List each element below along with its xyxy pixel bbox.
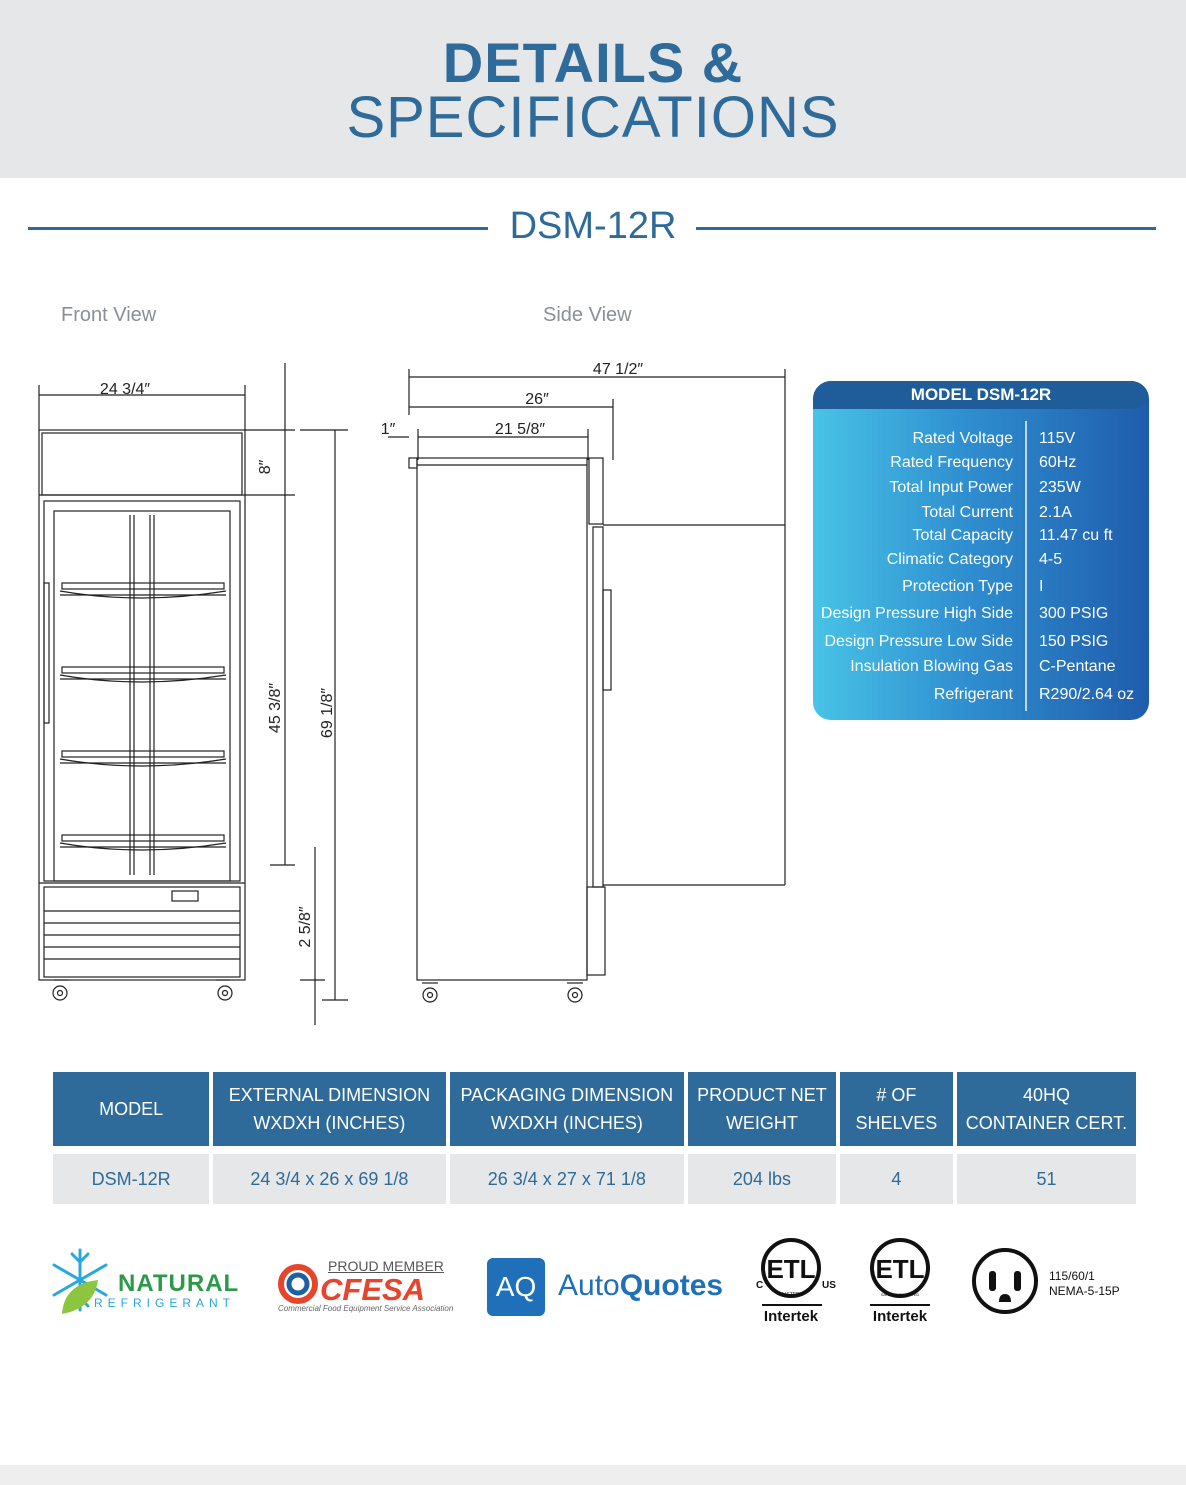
page-title-line-1: DETAILS &: [442, 31, 744, 94]
spec-value: 235W: [1039, 479, 1081, 496]
dim-offset: 1″: [380, 421, 396, 438]
model-title: DSM-12R: [509, 205, 677, 247]
cfesa-word: CFESA: [320, 1272, 426, 1307]
header-container-cert: 40HQ CONTAINER CERT.: [957, 1072, 1136, 1146]
etl-us: US: [822, 1280, 836, 1291]
etl-ring-2: SANITATION LISTED: [880, 1292, 920, 1297]
dim-inner-depth: 21 5/8″: [494, 421, 546, 438]
spec-row: [813, 479, 1149, 503]
spec-card: [813, 381, 1149, 720]
spec-label: Rated Voltage: [912, 430, 1013, 447]
nema-plug-block: [970, 1245, 1140, 1317]
title-rule-right: [696, 227, 1156, 230]
autoquotes-wordmark: AutoQuotes: [558, 1269, 724, 1302]
spec-label: Climatic Category: [886, 551, 1013, 568]
dim-width: 24 3/4″: [99, 381, 151, 398]
etl-divider: [762, 1304, 822, 1306]
spec-label: Total Current: [921, 504, 1013, 521]
cell-packaging-dimension: 26 3/4 x 27 x 71 1/8: [450, 1154, 684, 1204]
table-header-row: [53, 1072, 1136, 1146]
dimensions-table: [49, 1072, 1140, 1204]
dim-total-height: 69 1/8″: [319, 687, 336, 739]
natural-word: NATURAL: [118, 1270, 240, 1297]
etl-listed-logo: [750, 1236, 840, 1328]
front-view-drawing: [30, 355, 360, 1035]
intertek-caption-2: Intertek: [872, 1308, 928, 1325]
spec-value: 60Hz: [1039, 454, 1077, 471]
header-external-dimension: EXTERNAL DIMENSION WXDXH (INCHES): [213, 1072, 445, 1146]
spec-value: 150 PSIG: [1039, 633, 1109, 650]
page-title-line-2: SPECIFICATIONS: [346, 85, 840, 150]
spec-value: 11.47 cu ft: [1039, 527, 1113, 544]
spec-label: Rated Frequency: [890, 454, 1013, 471]
spec-row: [813, 658, 1149, 682]
cell-net-weight: 204 lbs: [688, 1154, 836, 1204]
cfesa-proud-member: PROUD MEMBER: [328, 1258, 444, 1274]
etl-mark-1: ETL: [766, 1254, 816, 1284]
spec-card-heading: MODEL DSM-12R: [813, 381, 1149, 409]
dim-top: 8″: [257, 459, 274, 475]
cfesa-logo: [276, 1258, 470, 1318]
etl-mark-2: ETL: [875, 1254, 925, 1284]
intertek-caption-1: Intertek: [763, 1308, 819, 1325]
spec-value: 115V: [1039, 430, 1076, 447]
etl-ring-1: LISTED: [782, 1292, 800, 1298]
title-rule-left: [28, 227, 488, 230]
etl-c: C: [756, 1280, 764, 1291]
cfesa-subtitle: Commercial Food Equipment Service Association: [278, 1304, 454, 1313]
footer-strip: [0, 1465, 1186, 1485]
spec-value: R290/2.64 oz: [1039, 686, 1135, 703]
spec-label: Insulation Blowing Gas: [850, 658, 1013, 675]
dim-door-height: 45 3/8″: [267, 682, 284, 734]
spec-row: [813, 551, 1149, 575]
etl-divider: [870, 1304, 930, 1306]
side-view-drawing: [360, 355, 800, 1035]
spec-value: 4-5: [1039, 551, 1063, 568]
spec-row: [813, 578, 1149, 602]
spec-label: Total Input Power: [889, 479, 1013, 496]
nema-plug-icon: [970, 1245, 1040, 1317]
table-row: [53, 1154, 1136, 1204]
plug-type: NEMA-5-15P: [1049, 1284, 1120, 1298]
dim-base: 2 5/8″: [297, 906, 314, 948]
header-model: MODEL: [53, 1072, 209, 1146]
spec-label: Protection Type: [902, 578, 1013, 595]
autoquotes-logo: [487, 1258, 737, 1316]
front-view-label: Front View: [61, 304, 157, 326]
spec-label: Design Pressure Low Side: [824, 633, 1013, 650]
spec-value: 2.1A: [1039, 504, 1072, 521]
natural-refrigerant-logo: [42, 1244, 267, 1318]
spec-value: 300 PSIG: [1039, 605, 1109, 622]
spec-row: [813, 504, 1149, 528]
etl-sanitation-icon: [862, 1236, 942, 1306]
cfesa-swirl-icon: [276, 1262, 320, 1306]
refrigerant-word: REFRIGERANT: [94, 1296, 236, 1310]
etl-sanitation-logo: [862, 1236, 942, 1328]
spec-value: C-Pentane: [1039, 658, 1116, 675]
spec-row: [813, 633, 1149, 657]
header-packaging-dimension: PACKAGING DIMENSION WXDXH (INCHES): [450, 1072, 684, 1146]
dim-open-depth: 47 1/2″: [592, 361, 644, 378]
cell-external-dimension: 24 3/4 x 26 x 69 1/8: [213, 1154, 445, 1204]
spec-label: Design Pressure High Side: [820, 605, 1013, 622]
cell-model: DSM-12R: [53, 1154, 209, 1204]
spec-row: [813, 686, 1149, 710]
side-view-label: Side View: [543, 304, 632, 326]
spec-row: [813, 430, 1149, 454]
spec-label: Refrigerant: [933, 686, 1013, 703]
spec-value: I: [1039, 578, 1044, 595]
cell-shelves: 4: [840, 1154, 953, 1204]
spec-row: [813, 454, 1149, 478]
spec-row: [813, 605, 1149, 629]
header-shelves: # OF SHELVES: [840, 1072, 953, 1146]
aq-badge: AQ: [487, 1258, 545, 1316]
spec-label: Total Capacity: [912, 527, 1013, 544]
etl-listed-icon: [750, 1236, 840, 1306]
dim-depth: 26″: [525, 391, 549, 408]
spec-row: [813, 527, 1149, 551]
cell-container-cert: 51: [957, 1154, 1136, 1204]
header-net-weight: PRODUCT NET WEIGHT: [688, 1072, 836, 1146]
plug-rating: 115/60/1: [1049, 1269, 1095, 1283]
